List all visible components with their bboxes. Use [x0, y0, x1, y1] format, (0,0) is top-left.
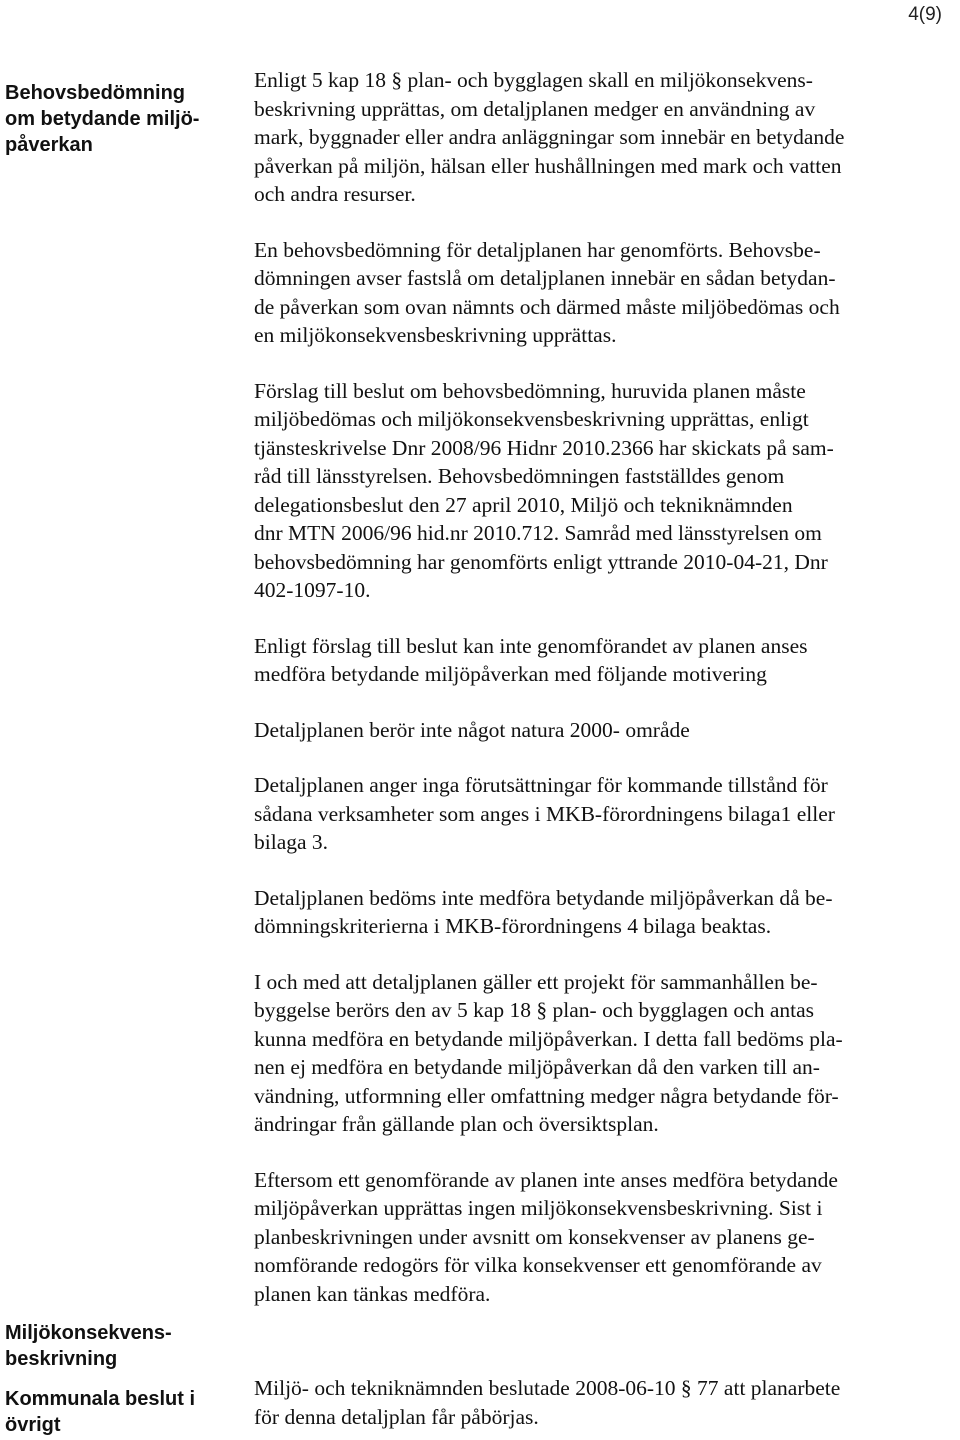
- paragraph: Enligt 5 kap 18 § plan- och bygglagen skall en miljökonsekvens- beskrivning upprättas, om detaljplanen medger en användning av mark, byggnader eller andra anläggningar som innebär en betydande påverkan på miljön, hälsan eller hushållningen med mark och vatten och andra resurser.: [254, 68, 845, 206]
- section-body-behovsbedomning: [254, 66, 944, 1335]
- section-heading-behovsbedomning: Behovsbedömning om betydande miljö- påverkan: [5, 82, 200, 156]
- section-heading-kommunala-beslut: Kommunala beslut i övrigt: [5, 1388, 196, 1436]
- section-body-kommunala-beslut: Miljö- och tekniknämnden beslutade 2008-06-10 § 77 att planarbete för denna detaljplan får påbörjas.: [254, 1376, 841, 1429]
- paragraph: I och med att detaljplanen gäller ett projekt för sammanhållen be- byggelse berörs den av 5 kap 18 § plan- och bygglagen och antas kunna medföra en betydande miljöpåverkan. I detta fall bedöms pla- nen ej medföra en betydande miljöpåverkan då den varken till an- vändning, utformning eller omfattning medger några betydande för- ändringar från gällande plan och översiktsplan.: [254, 969, 843, 1136]
- section-heading-miljokonsekvens: Miljökonsekvens- beskrivning: [5, 1322, 172, 1370]
- paragraph: Detaljplanen anger inga förutsättningar för kommande tillstånd för sådana verksamheter som anges i MKB-förordningens bilaga1 eller bilaga 3.: [254, 773, 835, 854]
- page-number: 4(9): [908, 4, 942, 25]
- paragraph: Förslag till beslut om behovsbedömning, huruvida planen måste miljöbedömas och miljökonsekvensbeskrivning upprättas, enligt tjänsteskrivelse Dnr 2008/96 Hidnr 2010.2366 har skickats på sam- råd till länsstyrelsen. Behovsbedömningen fastställdes genom delegationsbeslut den 27 april 2010, Miljö och tekniknämnden dnr MTN 2006/96 hid.nr 2010.712. Samråd med länsstyrelsen om behovsbedömning har genomförts enligt yttrande 2010-04-21, Dnr 402-1097-10.: [254, 378, 834, 602]
- paragraph: Eftersom ett genomförande av planen inte anses medföra betydande miljöpåverkan upprättas ingen miljökonsekvensbeskrivning. Sist i planbeskrivningen under avsnitt om konsekvenser av planens ge- nomförande redogörs för vilka konsekvenser ett genomförande av planen kan tänkas medföra.: [254, 1167, 838, 1306]
- paragraph: Detaljplanen bedöms inte medföra betydande miljöpåverkan då be- dömningskriterierna i MKB-förordningens 4 bilaga beaktas.: [254, 885, 833, 938]
- paragraph: Detaljplanen berör inte något natura 2000- område: [254, 717, 690, 742]
- paragraph: En behovsbedömning för detaljplanen har genomförts. Behovsbe- dömningen avser fastslå om detaljplanen innebär en sådan betydan- de påverkan som ovan nämnts och därmed måste miljöbedömas och en miljökonsekvensbeskrivning upprättas.: [254, 237, 840, 347]
- paragraph: Enligt förslag till beslut kan inte genomförandet av planen anses medföra betydande miljöpåverkan med följande motivering: [254, 633, 808, 686]
